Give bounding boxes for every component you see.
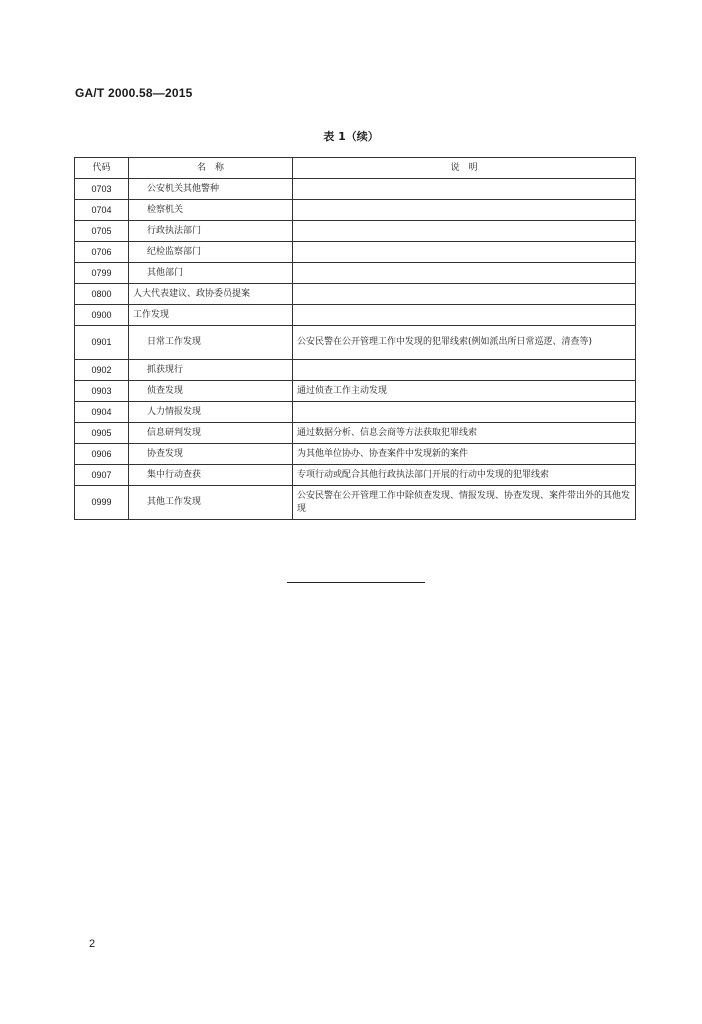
standard-number: GA/T 2000.58—2015 <box>75 86 193 100</box>
row-name: 纪检监察部门 <box>129 242 293 263</box>
table-row <box>75 263 636 284</box>
table-row <box>75 305 636 326</box>
row-code: 0900 <box>75 305 129 326</box>
table-row <box>75 242 636 263</box>
row-name: 行政执法部门 <box>129 221 293 242</box>
column-header-desc: 说 明 <box>293 158 636 179</box>
table-row <box>75 465 636 486</box>
row-name: 抓获现行 <box>129 360 293 381</box>
row-code: 0903 <box>75 381 129 402</box>
row-desc <box>293 284 636 305</box>
row-name: 集中行动查获 <box>129 465 293 486</box>
table-row <box>75 221 636 242</box>
row-name: 侦查发现 <box>129 381 293 402</box>
row-code: 0907 <box>75 465 129 486</box>
table-row <box>75 326 636 360</box>
row-desc: 为其他单位协办、协查案件中发现新的案件 <box>293 444 636 465</box>
row-name: 其他部门 <box>129 263 293 284</box>
row-name: 人大代表建议、政协委员提案 <box>129 284 293 305</box>
row-desc: 公安民警在公开管理工作中发现的犯罪线索(例如派出所日常巡逻、清查等) <box>293 326 636 360</box>
row-code: 0906 <box>75 444 129 465</box>
row-name: 信息研判发现 <box>129 423 293 444</box>
row-code: 0800 <box>75 284 129 305</box>
row-name: 人力情报发现 <box>129 402 293 423</box>
row-code: 0901 <box>75 326 129 360</box>
table-row <box>75 381 636 402</box>
row-code: 0704 <box>75 200 129 221</box>
row-desc <box>293 305 636 326</box>
column-header-name: 名 称 <box>129 158 293 179</box>
row-name: 检察机关 <box>129 200 293 221</box>
row-name: 工作发现 <box>129 305 293 326</box>
row-code: 0703 <box>75 179 129 200</box>
row-name: 协查发现 <box>129 444 293 465</box>
table-title: 表 1（续） <box>323 130 379 143</box>
row-name: 其他工作发现 <box>129 486 293 520</box>
row-desc <box>293 360 636 381</box>
row-name: 公安机关其他警种 <box>129 179 293 200</box>
column-header-code: 代码 <box>75 158 129 179</box>
page-number: 2 <box>89 938 96 950</box>
table-row <box>75 486 636 520</box>
row-desc <box>293 179 636 200</box>
row-code: 0799 <box>75 263 129 284</box>
row-code: 0905 <box>75 423 129 444</box>
row-desc <box>293 263 636 284</box>
row-desc: 公安民警在公开管理工作中除侦查发现、情报发现、协查发现、案件带出外的其他发现 <box>293 486 636 520</box>
table-row <box>75 200 636 221</box>
end-of-document-rule <box>287 582 425 583</box>
table-row <box>75 423 636 444</box>
row-desc: 专项行动或配合其他行政执法部门开展的行动中发现的犯罪线索 <box>293 465 636 486</box>
row-desc: 通过侦查工作主动发现 <box>293 381 636 402</box>
row-name: 日常工作发现 <box>129 326 293 360</box>
table-row <box>75 402 636 423</box>
row-desc <box>293 242 636 263</box>
row-code: 0706 <box>75 242 129 263</box>
row-desc <box>293 221 636 242</box>
row-desc: 通过数据分析、信息会商等方法获取犯罪线索 <box>293 423 636 444</box>
table-row <box>75 444 636 465</box>
row-code: 0902 <box>75 360 129 381</box>
table-header-row <box>75 158 636 179</box>
table-row <box>75 179 636 200</box>
table-row <box>75 360 636 381</box>
row-desc <box>293 402 636 423</box>
table-row <box>75 284 636 305</box>
row-code: 0999 <box>75 486 129 520</box>
row-code: 0705 <box>75 221 129 242</box>
code-table <box>74 157 636 520</box>
row-code: 0904 <box>75 402 129 423</box>
row-desc <box>293 200 636 221</box>
